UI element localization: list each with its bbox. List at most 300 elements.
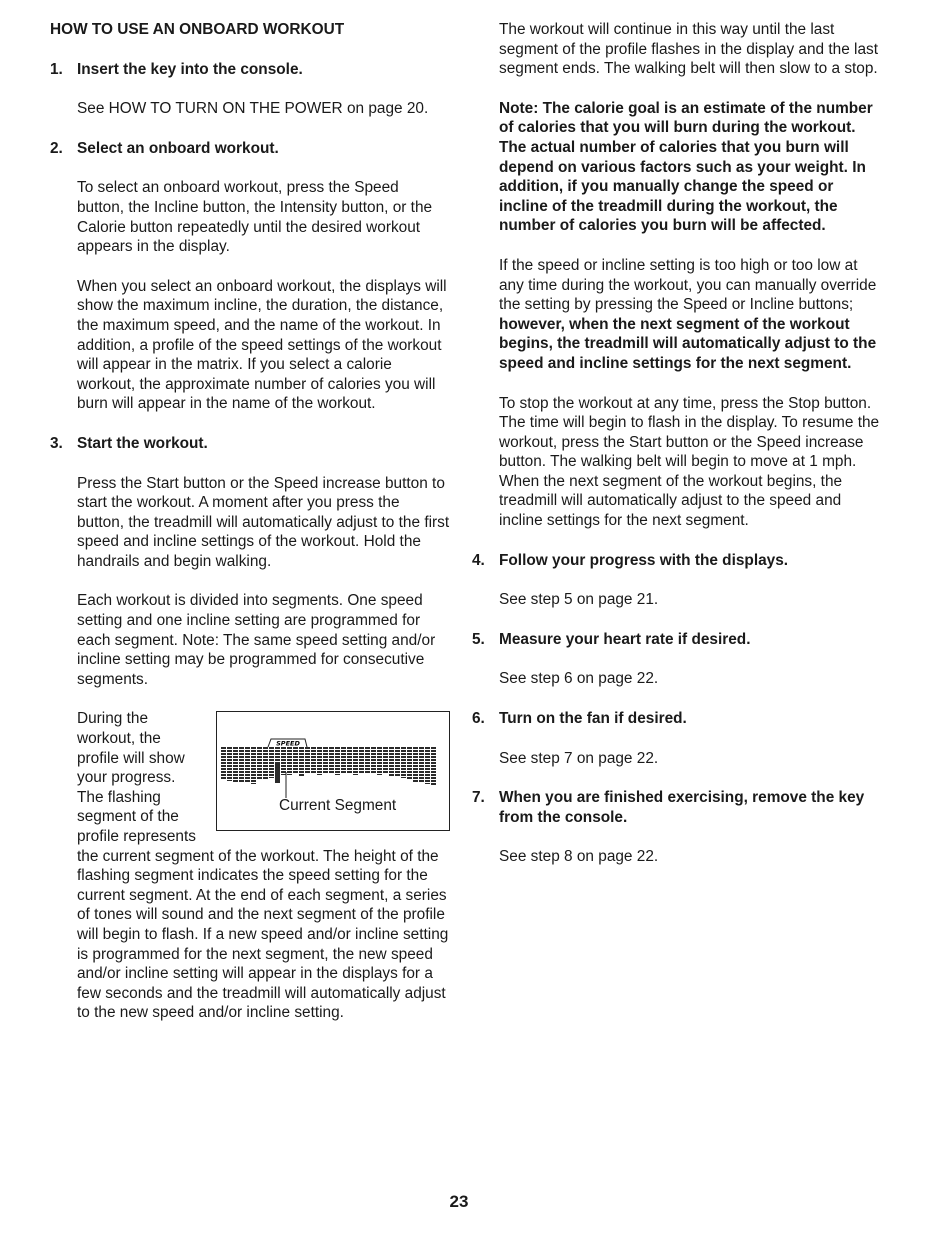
matrix-row-gap	[407, 764, 412, 765]
matrix-row-gap	[383, 758, 388, 759]
matrix-row-gap	[269, 758, 274, 759]
matrix-row-gap	[335, 755, 340, 756]
matrix-row-gap	[311, 770, 316, 771]
matrix-row-gap	[317, 749, 322, 750]
matrix-row-gap	[227, 752, 232, 753]
matrix-row-gap	[377, 767, 382, 768]
matrix-row-gap	[227, 758, 232, 759]
matrix-row-gap	[293, 755, 298, 756]
matrix-row-gap	[221, 761, 226, 762]
matrix-row-gap	[371, 773, 376, 774]
matrix-row-gap	[329, 752, 334, 753]
matrix-row-gap	[395, 761, 400, 762]
matrix-column	[341, 747, 346, 774]
matrix-row-gap	[347, 758, 352, 759]
calorie-note: Note: The calorie goal is an estimate of the number of calories that you will burn during the workout. The actual number of calories that you burn will depend on various factors such as your weight. In addition, if you manually change the speed or incline of the treadmill during the workout, the number of calories you burn will be affected.	[499, 99, 873, 235]
step-title: Insert the key into the console.	[77, 60, 303, 78]
matrix-row-gap	[419, 764, 424, 765]
matrix-row-gap	[269, 776, 274, 777]
matrix-row-gap	[425, 764, 430, 765]
matrix-row-gap	[299, 767, 304, 768]
matrix-row-gap	[425, 782, 430, 783]
matrix-row-gap	[431, 758, 436, 759]
matrix-row-gap	[371, 755, 376, 756]
matrix-row-gap	[371, 749, 376, 750]
matrix-row-gap	[413, 776, 418, 777]
matrix-row-gap	[341, 758, 346, 759]
matrix-row-gap	[227, 761, 232, 762]
matrix-row-gap	[257, 758, 262, 759]
matrix-row-gap	[401, 776, 406, 777]
matrix-row-gap	[365, 764, 370, 765]
matrix-row-gap	[287, 761, 292, 762]
step-title: When you are finished exercising, remove the key from the console.	[499, 789, 865, 826]
matrix-row-gap	[263, 764, 268, 765]
matrix-row-gap	[341, 770, 346, 771]
matrix-row-gap	[281, 758, 286, 759]
matrix-row-gap	[365, 755, 370, 756]
matrix-row-gap	[263, 752, 268, 753]
step-title: Measure your heart rate if desired.	[499, 630, 751, 648]
matrix-row-gap	[335, 764, 340, 765]
matrix-row-gap	[263, 767, 268, 768]
matrix-row-gap	[419, 782, 424, 783]
matrix-row-gap	[317, 767, 322, 768]
matrix-row-gap	[275, 749, 280, 750]
matrix-row-gap	[317, 770, 322, 771]
matrix-row-gap	[263, 761, 268, 762]
matrix-row-gap	[377, 758, 382, 759]
matrix-row-gap	[419, 758, 424, 759]
matrix-row-gap	[413, 752, 418, 753]
matrix-row-gap	[233, 758, 238, 759]
left-column	[50, 20, 450, 1023]
matrix-row-gap	[401, 770, 406, 771]
matrix-row-gap	[395, 749, 400, 750]
matrix-row-gap	[287, 764, 292, 765]
matrix-row-gap	[257, 776, 262, 777]
matrix-row-gap	[317, 764, 322, 765]
matrix-row-gap	[317, 773, 322, 774]
matrix-row-gap	[347, 773, 352, 774]
stop-paragraph: To stop the workout at any time, press the Stop button. The time will begin to flash in the display. To resume the workout, press the Start button or the Speed increase button. The walking belt will begin to move at 1 mph. When the next segment of the workout begins, the treadmill will automatically adjust to the speed and incline settings for the next segment.	[499, 394, 880, 530]
matrix-row-gap	[287, 770, 292, 771]
matrix-row-gap	[413, 767, 418, 768]
matrix-row-gap	[347, 761, 352, 762]
matrix-row-gap	[299, 752, 304, 753]
matrix-row-gap	[347, 764, 352, 765]
matrix-row-gap	[299, 749, 304, 750]
matrix-row-gap	[413, 773, 418, 774]
matrix-row-gap	[425, 767, 430, 768]
matrix-row-gap	[407, 776, 412, 777]
matrix-column	[323, 747, 328, 773]
matrix-row-gap	[221, 749, 226, 750]
matrix-row-gap	[335, 761, 340, 762]
matrix-row-gap	[293, 767, 298, 768]
matrix-row-gap	[329, 758, 334, 759]
matrix-row-gap	[335, 749, 340, 750]
matrix-row-gap	[275, 761, 280, 762]
matrix-row-gap	[377, 755, 382, 756]
matrix-row-gap	[425, 752, 430, 753]
matrix-row-gap	[389, 755, 394, 756]
matrix-row-gap	[359, 749, 364, 750]
matrix-row-gap	[305, 749, 310, 750]
matrix-row-gap	[245, 758, 250, 759]
matrix-row-gap	[251, 770, 256, 771]
matrix-row-gap	[299, 770, 304, 771]
matrix-row-gap	[353, 761, 358, 762]
matrix-row-gap	[431, 767, 436, 768]
step-6-title	[472, 709, 882, 729]
matrix-row-gap	[401, 755, 406, 756]
matrix-row-gap	[401, 758, 406, 759]
matrix-row-gap	[371, 764, 376, 765]
matrix-row-gap	[395, 758, 400, 759]
matrix-row-gap	[305, 773, 310, 774]
matrix-row-gap	[221, 776, 226, 777]
matrix-row-gap	[269, 761, 274, 762]
matrix-row-gap	[335, 773, 340, 774]
matrix-row-gap	[311, 764, 316, 765]
page-number: 23	[449, 1192, 469, 1211]
matrix-column	[383, 747, 388, 774]
matrix-row-gap	[425, 761, 430, 762]
matrix-row-gap	[269, 767, 274, 768]
matrix-row-gap	[341, 767, 346, 768]
matrix-row-gap	[383, 749, 388, 750]
matrix-row-gap	[353, 749, 358, 750]
matrix-columns	[221, 747, 436, 785]
matrix-row-gap	[251, 749, 256, 750]
matrix-row-gap	[341, 749, 346, 750]
matrix-row-gap	[353, 755, 358, 756]
matrix-row-gap	[431, 749, 436, 750]
step-2-paragraph-2: When you select an onboard workout, the displays will show the maximum incline, the duration, the distance, the maximum speed, and the name of the workout. In addition, a profile of the speed settings of the workout will appear in the matrix. If you select a calorie workout, the approximate number of calories you will burn will appear in the name of the workout.	[77, 277, 447, 413]
matrix-row-gap	[359, 752, 364, 753]
matrix-row-gap	[287, 749, 292, 750]
matrix-row-gap	[431, 761, 436, 762]
matrix-row-gap	[257, 779, 262, 780]
matrix-row-gap	[269, 773, 274, 774]
matrix-row-gap	[293, 758, 298, 759]
matrix-row-gap	[419, 755, 424, 756]
matrix-row-gap	[239, 770, 244, 771]
matrix-row-gap	[401, 773, 406, 774]
matrix-row-gap	[395, 755, 400, 756]
matrix-row-gap	[347, 767, 352, 768]
matrix-row-gap	[323, 755, 328, 756]
speed-tab-label: SPEED	[276, 739, 300, 748]
matrix-row-gap	[323, 761, 328, 762]
matrix-row-gap	[425, 749, 430, 750]
matrix-row-gap	[383, 755, 388, 756]
matrix-row-gap	[299, 764, 304, 765]
matrix-row-gap	[413, 755, 418, 756]
matrix-row-gap	[365, 767, 370, 768]
matrix-row-gap	[233, 779, 238, 780]
matrix-column	[359, 747, 364, 774]
matrix-row-gap	[413, 770, 418, 771]
matrix-row-gap	[293, 749, 298, 750]
matrix-row-gap	[341, 761, 346, 762]
matrix-row-gap	[251, 764, 256, 765]
matrix-row-gap	[281, 767, 286, 768]
profile-matrix-figure	[216, 711, 450, 831]
matrix-row-gap	[377, 770, 382, 771]
matrix-row-gap	[257, 767, 262, 768]
matrix-row-gap	[275, 758, 280, 759]
override-warning: however, when the next segment of the workout begins, the treadmill will automatically adjust to the speed and incline settings for the next segment.	[499, 315, 877, 372]
matrix-row-gap	[263, 770, 268, 771]
matrix-row-gap	[413, 761, 418, 762]
matrix-row-gap	[395, 776, 400, 777]
step-3-paragraph-3: During the workout, the profile will show your progress. The flashing segment of the profile represents the current segment of the workout. The height of the flashing segment indicates the speed setting for the current segment. At the end of each segment, a series of tones will sound and the next segment of the profile will begin to flash. If a new speed and/or incline setting is programmed for the next segment, the new speed and/or incline setting will appear in the displays for a few seconds and the treadmill will automatically adjust to the new speed and/or incline setting.	[77, 710, 449, 1022]
matrix-row-gap	[431, 755, 436, 756]
matrix-row-gap	[359, 767, 364, 768]
matrix-row-gap	[257, 764, 262, 765]
matrix-row-gap	[245, 773, 250, 774]
matrix-row-gap	[233, 773, 238, 774]
matrix-row-gap	[245, 779, 250, 780]
matrix-row-gap	[413, 764, 418, 765]
matrix-row-gap	[287, 752, 292, 753]
matrix-row-gap	[251, 776, 256, 777]
matrix-row-gap	[425, 773, 430, 774]
step-7-title	[472, 788, 882, 827]
matrix-row-gap	[269, 770, 274, 771]
step-title: Start the workout.	[77, 434, 208, 452]
matrix-row-gap	[233, 770, 238, 771]
step-number: 7.	[472, 789, 485, 807]
matrix-row-gap	[257, 761, 262, 762]
matrix-row-gap	[419, 749, 424, 750]
matrix-row-gap	[239, 764, 244, 765]
matrix-row-gap	[323, 749, 328, 750]
matrix-row-gap	[347, 770, 352, 771]
matrix-row-gap	[269, 764, 274, 765]
matrix-row-gap	[383, 773, 388, 774]
step-number: 5.	[472, 630, 485, 648]
matrix-row-gap	[221, 755, 226, 756]
current-segment-caption: Current Segment	[279, 797, 397, 815]
matrix-row-gap	[323, 767, 328, 768]
matrix-row-gap	[227, 764, 232, 765]
matrix-column	[257, 747, 262, 780]
step-3-paragraph-1: Press the Start button or the Speed increase button to start the workout. A moment after you press the button, the treadmill will automatically adjust to the first speed and incline settings of the workout. Hold the handrails and begin walking.	[77, 474, 450, 570]
matrix-row-gap	[311, 749, 316, 750]
matrix-row-gap	[413, 758, 418, 759]
matrix-row-gap	[251, 782, 256, 783]
matrix-row-gap	[317, 758, 322, 759]
matrix-row-gap	[431, 752, 436, 753]
matrix-row-gap	[239, 758, 244, 759]
step-title: Turn on the fan if desired.	[499, 710, 687, 728]
matrix-row-gap	[431, 776, 436, 777]
matrix-row-gap	[233, 767, 238, 768]
matrix-row-gap	[377, 761, 382, 762]
matrix-row-gap	[233, 761, 238, 762]
matrix-row-gap	[341, 764, 346, 765]
matrix-row-gap	[419, 761, 424, 762]
override-text: If the speed or incline setting is too high or too low at any time during the workout, you can manually override the setting by pressing the Speed or Incline buttons;	[499, 256, 877, 314]
matrix-row-gap	[245, 764, 250, 765]
matrix-row-gap	[227, 773, 232, 774]
matrix-row-gap	[239, 755, 244, 756]
matrix-row-gap	[269, 749, 274, 750]
matrix-column	[329, 747, 334, 774]
matrix-row-gap	[227, 779, 232, 780]
matrix-column	[305, 747, 310, 774]
matrix-row-gap	[419, 773, 424, 774]
matrix-row-gap	[245, 761, 250, 762]
matrix-row-gap	[425, 758, 430, 759]
matrix-row-gap	[317, 755, 322, 756]
section-heading: HOW TO USE AN ONBOARD WORKOUT	[50, 21, 345, 38]
matrix-row-gap	[263, 758, 268, 759]
matrix-row-gap	[305, 767, 310, 768]
matrix-row-gap	[335, 767, 340, 768]
matrix-row-gap	[281, 755, 286, 756]
matrix-row-gap	[245, 770, 250, 771]
matrix-row-gap	[311, 767, 316, 768]
matrix-row-gap	[353, 770, 358, 771]
matrix-row-gap	[323, 764, 328, 765]
matrix-row-gap	[263, 755, 268, 756]
matrix-row-gap	[395, 773, 400, 774]
matrix-row-gap	[389, 758, 394, 759]
matrix-row-gap	[353, 752, 358, 753]
matrix-row-gap	[311, 758, 316, 759]
matrix-row-gap	[353, 767, 358, 768]
matrix-row-gap	[359, 755, 364, 756]
matrix-row-gap	[227, 767, 232, 768]
matrix-row-gap	[395, 752, 400, 753]
matrix-row-gap	[407, 758, 412, 759]
matrix-row-gap	[239, 749, 244, 750]
step-5-title	[472, 630, 882, 650]
matrix-row-gap	[221, 779, 226, 780]
matrix-row-gap	[419, 767, 424, 768]
matrix-row-gap	[365, 749, 370, 750]
matrix-row-gap	[263, 776, 268, 777]
matrix-row-gap	[311, 752, 316, 753]
matrix-row-gap	[287, 773, 292, 774]
matrix-row-gap	[431, 764, 436, 765]
matrix-row-gap	[359, 770, 364, 771]
matrix-row-gap	[329, 755, 334, 756]
matrix-row-gap	[383, 764, 388, 765]
matrix-row-gap	[353, 764, 358, 765]
matrix-row-gap	[371, 761, 376, 762]
matrix-row-gap	[317, 752, 322, 753]
matrix-column	[221, 747, 226, 780]
matrix-row-gap	[287, 758, 292, 759]
matrix-row-gap	[233, 749, 238, 750]
matrix-row-gap	[299, 773, 304, 774]
matrix-column	[407, 747, 412, 780]
matrix-row-gap	[377, 764, 382, 765]
step-3-title	[50, 434, 450, 454]
matrix-row-gap	[251, 758, 256, 759]
matrix-row-gap	[383, 770, 388, 771]
matrix-row-gap	[431, 782, 436, 783]
matrix-row-gap	[257, 773, 262, 774]
matrix-row-gap	[341, 755, 346, 756]
matrix-row-gap	[227, 755, 232, 756]
matrix-row-gap	[305, 752, 310, 753]
matrix-row-gap	[371, 758, 376, 759]
step-5-body: See step 6 on page 22.	[499, 670, 659, 688]
matrix-column	[311, 747, 316, 773]
matrix-row-gap	[245, 776, 250, 777]
matrix-row-gap	[281, 773, 286, 774]
matrix-column	[371, 747, 376, 774]
matrix-row-gap	[365, 761, 370, 762]
matrix-row-gap	[269, 752, 274, 753]
matrix-row-gap	[395, 770, 400, 771]
matrix-row-gap	[401, 767, 406, 768]
matrix-row-gap	[305, 764, 310, 765]
step-number: 1.	[50, 60, 63, 78]
matrix-row-gap	[347, 749, 352, 750]
matrix-row-gap	[413, 749, 418, 750]
matrix-row-gap	[401, 764, 406, 765]
matrix-row-gap	[263, 749, 268, 750]
matrix-row-gap	[233, 755, 238, 756]
matrix-row-gap	[239, 782, 244, 783]
matrix-row-gap	[377, 752, 382, 753]
matrix-row-gap	[221, 767, 226, 768]
matrix-row-gap	[323, 752, 328, 753]
step-6-body: See step 7 on page 22.	[499, 749, 659, 767]
step-title: Select an onboard workout.	[77, 139, 279, 157]
matrix-row-gap	[407, 767, 412, 768]
matrix-row-gap	[347, 752, 352, 753]
matrix-row-gap	[305, 758, 310, 759]
matrix-row-gap	[251, 752, 256, 753]
matrix-row-gap	[335, 758, 340, 759]
matrix-row-gap	[371, 767, 376, 768]
matrix-row-gap	[245, 749, 250, 750]
matrix-row-gap	[365, 752, 370, 753]
matrix-row-gap	[311, 761, 316, 762]
matrix-row-gap	[353, 773, 358, 774]
matrix-row-gap	[257, 749, 262, 750]
matrix-row-gap	[221, 764, 226, 765]
matrix-row-gap	[239, 773, 244, 774]
matrix-row-gap	[335, 770, 340, 771]
matrix-column	[293, 747, 298, 774]
matrix-row-gap	[227, 770, 232, 771]
matrix-row-gap	[299, 758, 304, 759]
matrix-row-gap	[365, 758, 370, 759]
matrix-row-gap	[245, 755, 250, 756]
matrix-row-gap	[341, 752, 346, 753]
matrix-row-gap	[407, 770, 412, 771]
matrix-row-gap	[359, 758, 364, 759]
matrix-row-gap	[389, 764, 394, 765]
matrix-row-gap	[407, 755, 412, 756]
matrix-row-gap	[323, 758, 328, 759]
matrix-row-gap	[257, 755, 262, 756]
matrix-row-gap	[425, 755, 430, 756]
matrix-row-gap	[353, 758, 358, 759]
matrix-row-gap	[389, 752, 394, 753]
matrix-row-gap	[425, 779, 430, 780]
matrix-row-gap	[425, 776, 430, 777]
